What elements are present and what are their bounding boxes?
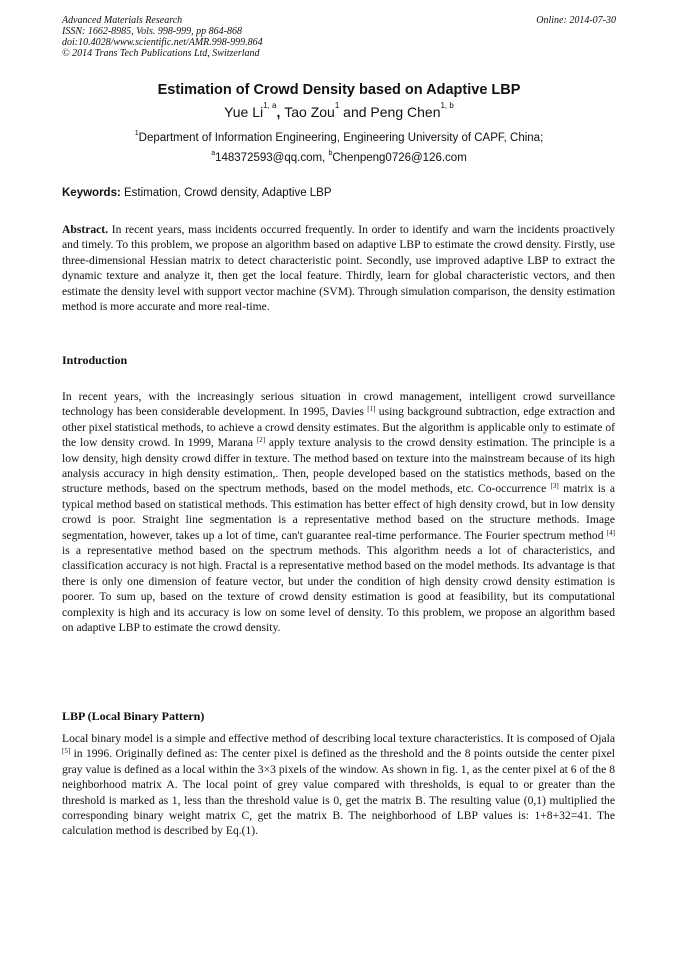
inline-math: (0,1) [523,793,546,807]
body-text: matrix is a typical method based on statistical methods. This estimation has better effect of high density crowd, but in low density crowd is poor. Straight line segmentation is a representative method based on the structure methods. Image segmentation, however, takes up a lot of time, can't guarantee real-time performance. The Fourier spectrum method [62,482,615,542]
abstract-label: Abstract. [62,223,109,236]
body-text: using background subtraction, edge extraction and other pixel statistical methods, to achieve a crowd density estimates. But the algorithm is applicable only to estimate of the low density crowd. In 1999, Marana [62,405,615,450]
journal-issn: ISSN: 1662-8985, Vols. 998-999, pp 864-868 [62,26,242,37]
author-emails [0,152,678,164]
author-list [0,101,678,120]
author-name: Yue Li [224,104,264,120]
introduction-paragraph [62,389,615,636]
journal-doi: doi:10.4028/www.scientific.net/AMR.998-999.864 [62,37,263,48]
paper-title: Estimation of Crowd Density based on Adaptive LBP [157,82,521,98]
keywords [62,187,332,199]
citation-ref[interactable]: [3] [550,482,559,491]
author-separator: and [339,104,371,120]
journal-name: Advanced Materials Research [62,15,183,26]
abstract-paragraph [62,222,615,314]
journal-header [62,15,616,59]
email-superscript: a [211,150,216,157]
body-text: in 1996. Originally defined as: The center pixel is defined as the threshold and the 8 points outside the center pixel gray value is defined as a local within the 3×3 pixels of the window. As shown in fig. 1, as the center pixel at 6 of the 8 neighborhood matrix A. The local point of grey value compared with thresholds, is equal to or greater than the threshold is marked as 1, less than the threshold value is 0, get the matrix B. The resulting value [62,747,615,807]
keywords-text: Estimation, Crowd density, Adaptive LBP [120,187,332,199]
email-superscript: b [328,150,333,157]
author-superscript: 1, a [263,101,277,110]
author-superscript: 1, b [440,101,454,110]
body-text: multiplied the corresponding binary weight matrix C, get the matrix B. The neighborhood of LBP values is: 1+8+32=41. The calculation method is described by Eq.(1). [62,793,616,838]
section-heading-lbp: LBP (Local Binary Pattern) [62,709,205,723]
body-text: Local binary model is a simple and effective method of describing local texture characteristics. It is composed of Ojala [62,732,615,745]
email-link[interactable]: 148372593@qq.com, [215,152,329,164]
journal-copyright: © 2014 Trans Tech Publications Ltd, Switzerland [62,48,260,59]
email-link[interactable]: Chenpeng0726@126.com [332,152,467,164]
lbp-paragraph [62,731,615,839]
body-text: apply texture analysis to the crowd density estimation. The principle is a low density, high density crowd differ in texture. The method based on texture into the mainstream because of its high analysis accuracy in high density estimation,. Then, people developed based on the statistics methods, based on the structure methods, based on the spectrum methods, based on the model methods, etc. Co-occurrence [62,436,615,496]
keywords-label: Keywords: [62,187,121,199]
citation-ref[interactable]: [4] [606,528,615,537]
citation-ref[interactable]: [2] [256,436,266,445]
section-heading-introduction: Introduction [62,353,128,367]
affiliation-text: Department of Information Engineering, Engineering University of CAPF, China; [138,132,544,144]
author-superscript: 1 [334,101,340,110]
author-name: Tao Zou [284,104,335,120]
citation-ref[interactable]: [5] [62,747,71,756]
affiliation [0,132,678,144]
abstract-text: In recent years, mass incidents occurred frequently. In order to identify and warn the incidents proactively and timely. To this problem, we propose an algorithm based on adaptive LBP to estimate the crowd density. Firstly, use three-dimensional Hessian matrix to detect characteristic point. Secondly, use improved adaptive LBP to extract the dynamic texture and analyze it, then get the local feature. Thirdly, learn for global characteristic vectors, and then estimate the density level with support vector machine (SVM). Through simulation comparison, the density estimation method is more accurate and more real-time. [62,223,615,314]
body-text: is a representative method based on the spectrum methods. This algorithm needs a lot of characteristics, and classification accuracy is not high. Fractal is a representative method based on the model methods. Its advantage is that there is only one dimension of feature vector, but under the condition of high density crowd density estimation is poorer. To sum up, based on the texture of crowd density estimation is good at feasibility, but its computational complexity is high and its accuracy is low on some level of density. To this problem, we propose an algorithm based on adaptive LBP to estimate the crowd density. [62,544,615,635]
online-date: Online: 2014-07-30 [536,15,616,26]
body-text: In recent years, with the increasingly serious situation in crowd management, intelligent crowd surveillance technology has been considerable development. In 1995, Davies [62,390,615,419]
author-separator: , [276,104,285,120]
citation-ref[interactable]: [1] [367,405,376,414]
affiliation-superscript: 1 [134,130,139,137]
author-name: Peng Chen [370,104,441,120]
